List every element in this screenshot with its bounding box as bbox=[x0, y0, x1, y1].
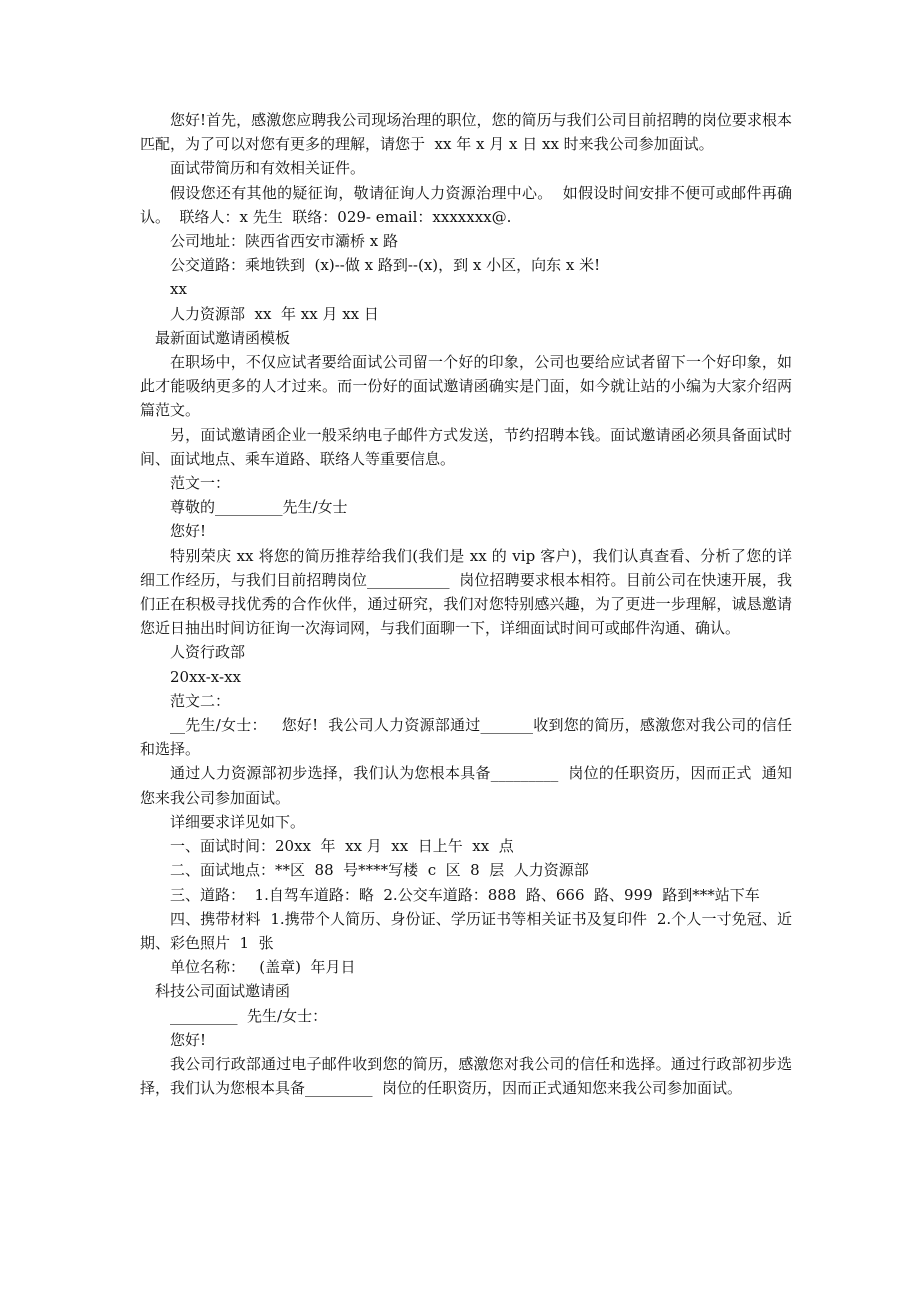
tech-greeting: 您好! bbox=[170, 1030, 207, 1049]
email-note-paragraph: 另，面试邀请函企业一般采纳电子邮件方式发送，节约招聘本钱。面试邀请函必须具备面试时间、面试地点、乘车道路、联络人等重要信息。 bbox=[140, 425, 792, 468]
interview-time-item: 一、面试时间：20xx 年 xx 月 xx 日上午 xx 点 bbox=[170, 837, 514, 856]
tech-body: 我公司行政部通过电子邮件收到您的简历，感激您对我公司的信任和选择。通过行政部初步选择，我们认为您根本具备_________ 岗位的任职资历，因而正式通知您来我公司参加面试。 bbox=[140, 1054, 792, 1098]
example-one-body: 特别荣庆 xx 将您的简历推荐给我们(我们是 xx 的 vip 客户)，我们认真查看、分析了您的详细工作经历，与我们目前招聘岗位___________ 岗位招聘要求根本相符。目前公司在快速开展，我们正在积极寻找优秀的合作伙伴，通过研究，我们对您特别感兴趣，为了更进一步理解，诚恳邀请您近日抽出时间访征询一次海词网，与我们面聊一下，详细面试时间可或邮件沟通、确认。 bbox=[140, 546, 792, 638]
interview-location-item: 二、面试地点：**区 88 号****写楼 c 区 8 层 人力资源部 bbox=[170, 861, 589, 880]
materials-item: 四、携带材料 1.携带个人简历、身份证、学历证书等相关证书及复印件 2.个人一寸免冠、近期、彩色照片 1 张 bbox=[140, 909, 792, 952]
section-heading-template: 最新面试邀请函模板 bbox=[155, 328, 291, 347]
tech-salutation: _________ 先生/女士： bbox=[170, 1006, 328, 1025]
route-item: 三、道路： 1.自驾车道路：略 2.公交车道路：888 路、666 路、999 路到***站下车 bbox=[170, 885, 760, 904]
document-page bbox=[140, 108, 792, 1100]
opening-paragraph: 您好!首先，感激您应聘我公司现场治理的职位，您的简历与我们公司目前招聘的岗位要求根本匹配，为了可以对您有更多的理解，请您于 xx 年 x 月 x 日 xx 时来我公司参加面试。 bbox=[140, 111, 792, 154]
example-one-department: 人资行政部 bbox=[170, 643, 246, 662]
example-two-body: 通过人力资源部初步选择，我们认为您根本具备_________ 岗位的任职资历，因而正式 通知您来我公司参加面试。 bbox=[140, 764, 792, 807]
example-one-label: 范文一： bbox=[170, 474, 231, 493]
documents-note: 面试带简历和有效相关证件。 bbox=[170, 159, 366, 178]
example-two-opening: __先生/女士： 您好! 我公司人力资源部通过_______收到您的简历，感激您对我公司的信任和选择。 bbox=[140, 716, 792, 759]
intro-paragraph: 在职场中，不仅应试者要给面试公司留一个好的印象，公司也要给应试者留下一个好印象，如此才能吸纳更多的人才过来。而一份好的面试邀请函确实是门面，如今就让站的小编为大家介绍两篇范文。 bbox=[140, 353, 792, 420]
company-address: 公司地址：陕西省西安市灞桥 x 路 bbox=[170, 232, 398, 251]
example-one-date: 20xx-x-xx bbox=[170, 667, 241, 686]
example-two-label: 范文二： bbox=[170, 691, 231, 710]
transit-route: 公交道路：乘地铁到 (x)--做 x 路到--(x)，到 x 小区，向东 x 米! bbox=[170, 256, 601, 275]
signature-date: 人力资源部 xx 年 xx 月 xx 日 bbox=[170, 304, 379, 323]
example-one-greeting: 您好! bbox=[170, 522, 207, 541]
section-heading-tech: 科技公司面试邀请函 bbox=[155, 982, 291, 1001]
example-one-salutation: 尊敬的_________先生/女士 bbox=[170, 498, 348, 517]
contact-paragraph: 假设您还有其他的疑征询，敬请征询人力资源治理中心。 如假设时间安排不便可或邮件再确认。 联络人：x 先生 联络：029- email：xxxxxxx@. bbox=[140, 183, 792, 226]
signature-name: xx bbox=[170, 280, 187, 299]
example-two-details-intro: 详细要求详见如下。 bbox=[170, 812, 306, 831]
organization-stamp-line: 单位名称： (盖章) 年月日 bbox=[170, 958, 356, 977]
